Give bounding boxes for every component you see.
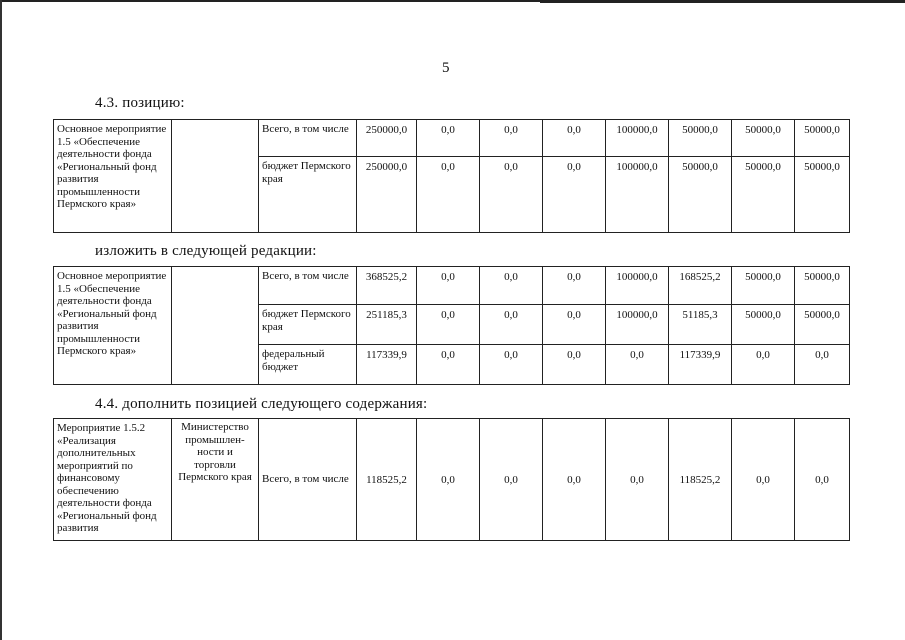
value-cell: 118525,2	[669, 419, 732, 541]
funding-source-cell: бюджет Пермского края	[259, 157, 357, 233]
value-cell: 0,0	[606, 345, 669, 385]
activity-name-cell: Мероприятие 1.5.2 «Реализация дополнительных мероприятий по финансовому обеспечению деятельности фонда «Региональный фонд развития	[54, 419, 172, 541]
value-cell: 50000,0	[795, 267, 850, 305]
value-cell: 250000,0	[357, 120, 417, 157]
value-cell: 0,0	[543, 345, 606, 385]
value-cell: 117339,9	[357, 345, 417, 385]
value-cell: 0,0	[543, 305, 606, 345]
value-cell: 368525,2	[357, 267, 417, 305]
value-cell: 50000,0	[795, 120, 850, 157]
executor-cell: Министерство промышлен-ности и торговли Пермского края	[172, 419, 259, 541]
value-cell: 250000,0	[357, 157, 417, 233]
value-cell: 50000,0	[669, 120, 732, 157]
value-cell: 50000,0	[795, 305, 850, 345]
value-cell: 0,0	[417, 345, 480, 385]
value-cell: 50000,0	[732, 267, 795, 305]
value-cell: 0,0	[417, 419, 480, 541]
activity-name-cell: Основное мероприятие 1.5 «Обеспечение деятельности фонда «Региональный фонд развития промышленности Пермского края»	[54, 120, 172, 233]
section-heading-4-4: 4.4. дополнить позицией следующего содержания:	[95, 396, 428, 412]
value-cell: 0,0	[417, 120, 480, 157]
value-cell: 0,0	[543, 120, 606, 157]
value-cell: 0,0	[795, 345, 850, 385]
value-cell: 100000,0	[606, 305, 669, 345]
value-cell: 0,0	[480, 120, 543, 157]
executor-cell	[172, 120, 259, 233]
section-heading-4-3: 4.3. позицию:	[95, 95, 185, 111]
funding-source-cell: Всего, в том числе	[259, 267, 357, 305]
value-cell: 0,0	[543, 157, 606, 233]
value-cell: 0,0	[480, 267, 543, 305]
value-cell: 117339,9	[669, 345, 732, 385]
value-cell: 251185,3	[357, 305, 417, 345]
scan-top-edge-thick	[540, 0, 905, 3]
value-cell: 0,0	[543, 267, 606, 305]
value-cell: 100000,0	[606, 120, 669, 157]
value-cell: 0,0	[606, 419, 669, 541]
funding-source-cell: Всего, в том числе	[259, 120, 357, 157]
value-cell: 50000,0	[732, 120, 795, 157]
executor-cell	[172, 267, 259, 385]
value-cell: 50000,0	[669, 157, 732, 233]
activity-name-cell: Основное мероприятие 1.5 «Обеспечение деятельности фонда «Региональный фонд развития промышленности Пермского края»	[54, 267, 172, 385]
funding-source-cell: Всего, в том числе	[259, 419, 357, 541]
value-cell: 50000,0	[732, 305, 795, 345]
value-cell: 168525,2	[669, 267, 732, 305]
page-number: 5	[442, 60, 450, 76]
value-cell: 0,0	[795, 419, 850, 541]
section-heading-new-edition: изложить в следующей редакции:	[95, 243, 317, 259]
value-cell: 0,0	[480, 345, 543, 385]
value-cell: 118525,2	[357, 419, 417, 541]
value-cell: 50000,0	[795, 157, 850, 233]
value-cell: 0,0	[543, 419, 606, 541]
funding-source-cell: бюджет Пермского края	[259, 305, 357, 345]
value-cell: 0,0	[480, 157, 543, 233]
value-cell: 0,0	[480, 305, 543, 345]
table-original-position	[53, 119, 850, 233]
table-added-position	[53, 418, 850, 541]
value-cell: 0,0	[732, 419, 795, 541]
value-cell: 50000,0	[732, 157, 795, 233]
funding-source-cell: федеральный бюджет	[259, 345, 357, 385]
value-cell: 0,0	[417, 305, 480, 345]
value-cell: 0,0	[417, 157, 480, 233]
scan-left-edge	[0, 0, 2, 640]
value-cell: 0,0	[417, 267, 480, 305]
table-new-edition	[53, 266, 850, 385]
value-cell: 0,0	[732, 345, 795, 385]
value-cell: 100000,0	[606, 267, 669, 305]
value-cell: 51185,3	[669, 305, 732, 345]
value-cell: 100000,0	[606, 157, 669, 233]
value-cell: 0,0	[480, 419, 543, 541]
